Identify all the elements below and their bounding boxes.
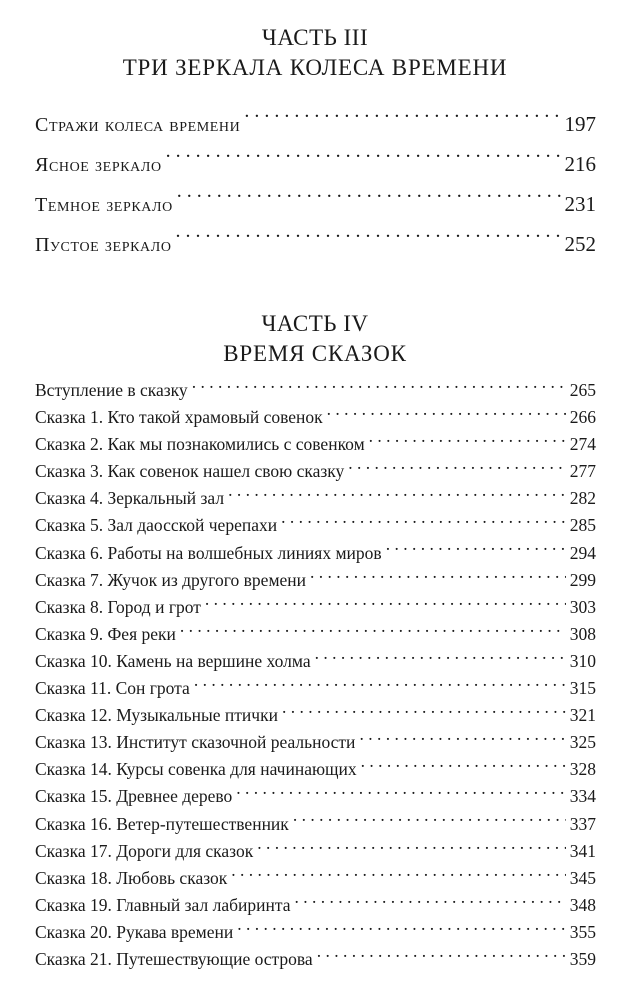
toc-entry[interactable] — [35, 946, 596, 973]
dot-leader — [176, 231, 561, 251]
toc-entry[interactable] — [35, 892, 596, 919]
toc-entry[interactable] — [35, 224, 596, 264]
toc-entry-title: Сказка 13. Институт сказочной реальности — [35, 732, 356, 753]
dot-leader — [166, 151, 561, 171]
toc-entry[interactable] — [35, 512, 596, 539]
toc-entry[interactable] — [35, 865, 596, 892]
part-4-toc — [35, 377, 596, 973]
toc-entry-page: 303 — [569, 596, 596, 617]
dot-leader — [194, 677, 566, 695]
toc-entry-page: 285 — [569, 515, 596, 536]
toc-entry-title: Пустое зеркало — [35, 234, 172, 256]
toc-entry-page: 337 — [569, 813, 596, 834]
toc-entry-title: Ясное зеркало — [35, 154, 162, 176]
toc-entry-page: 231 — [564, 192, 596, 216]
dot-leader — [228, 487, 566, 505]
part-3-title: ТРИ ЗЕРКАЛА КОЛЕСА ВРЕМЕНИ — [122, 55, 508, 80]
toc-entry-page: 345 — [569, 867, 596, 888]
dot-leader — [315, 649, 566, 667]
toc-entry-page: 274 — [569, 434, 596, 455]
toc-entry-page: 277 — [569, 461, 596, 482]
toc-entry-page: 334 — [569, 786, 596, 807]
dot-leader — [369, 433, 566, 451]
toc-entry-title: Сказка 21. Путешествующие острова — [35, 948, 313, 969]
toc-entry-title: Сказка 11. Сон грота — [35, 678, 190, 699]
toc-entry-page: 321 — [569, 705, 596, 726]
toc-entry-page: 216 — [564, 152, 596, 176]
part-3-toc — [35, 104, 596, 264]
dot-leader — [317, 947, 566, 965]
toc-entry-page: 325 — [569, 732, 596, 753]
toc-entry-title: Сказка 16. Ветер-путешественник — [35, 813, 289, 834]
toc-entry[interactable] — [35, 104, 596, 144]
toc-entry[interactable] — [35, 648, 596, 675]
toc-entry-title: Сказка 8. Город и грот — [35, 596, 201, 617]
toc-entry[interactable] — [35, 540, 596, 567]
dot-leader — [361, 758, 566, 776]
toc-entry[interactable] — [35, 838, 596, 865]
toc-entry[interactable] — [35, 729, 596, 756]
toc-entry-page: 266 — [569, 407, 596, 428]
toc-entry[interactable] — [35, 485, 596, 512]
toc-entry[interactable] — [35, 756, 596, 783]
dot-leader — [310, 568, 566, 586]
toc-entry-page: 328 — [569, 759, 596, 780]
toc-entry-title: Стражи колеса времени — [35, 114, 241, 136]
dot-leader — [231, 866, 565, 884]
toc-entry-title: Сказка 14. Курсы совенка для начинающих — [35, 759, 357, 780]
dot-leader — [282, 704, 566, 722]
toc-entry-page: 359 — [569, 948, 596, 969]
toc-entry-title: Сказка 1. Кто такой храмовый совенок — [35, 407, 323, 428]
toc-entry-title: Вступление в сказку — [35, 380, 188, 400]
toc-entry[interactable] — [35, 404, 596, 431]
toc-entry-page: 341 — [569, 840, 596, 861]
toc-entry[interactable] — [35, 675, 596, 702]
dot-leader — [348, 460, 565, 478]
toc-entry-page: 310 — [569, 650, 596, 671]
toc-entry-title: Сказка 4. Зеркальный зал — [35, 488, 225, 509]
part-3-label: ЧАСТЬ III — [261, 25, 369, 50]
toc-entry[interactable] — [35, 811, 596, 838]
toc-entry-title: Сказка 15. Древнее дерево — [35, 786, 233, 807]
toc-entry-title: Темное зеркало — [35, 194, 173, 216]
dot-leader — [281, 514, 566, 532]
toc-entry-title: Сказка 6. Работы на волшебных линиях миров — [35, 542, 382, 563]
toc-entry-page: 355 — [569, 921, 596, 942]
dot-leader — [293, 812, 566, 830]
toc-entry-page: 348 — [569, 894, 596, 915]
dot-leader — [180, 622, 566, 640]
dot-leader — [386, 541, 566, 559]
dot-leader — [177, 191, 561, 211]
toc-entry[interactable] — [35, 377, 596, 404]
toc-entry[interactable] — [35, 458, 596, 485]
part-4-heading — [0, 310, 630, 368]
toc-entry[interactable] — [35, 702, 596, 729]
toc-entry-title: Сказка 10. Камень на вершине холма — [35, 650, 311, 671]
toc-entry[interactable] — [35, 919, 596, 946]
toc-entry-title: Сказка 19. Главный зал лабиринта — [35, 894, 291, 915]
toc-entry-page: 315 — [569, 678, 596, 699]
toc-entry-page: 252 — [564, 232, 596, 256]
part-4-title: ВРЕМЯ СКАЗОК — [223, 341, 407, 366]
toc-entry-title: Сказка 17. Дороги для сказок — [35, 840, 254, 861]
toc-entry-page: 265 — [569, 380, 596, 400]
dot-leader — [237, 920, 566, 938]
toc-entry[interactable] — [35, 621, 596, 648]
toc-entry[interactable] — [35, 567, 596, 594]
part-3-heading — [0, 24, 630, 82]
dot-leader — [359, 731, 565, 749]
dot-leader — [236, 785, 565, 803]
toc-entry-page: 299 — [569, 569, 596, 590]
dot-leader — [205, 595, 566, 613]
toc-entry-page: 308 — [569, 623, 596, 644]
toc-entry-title: Сказка 3. Как совенок нашел свою сказку — [35, 461, 345, 482]
toc-entry-page: 294 — [569, 542, 596, 563]
toc-entry-title: Сказка 7. Жучок из другого времени — [35, 569, 307, 590]
toc-entry[interactable] — [35, 144, 596, 184]
toc-entry-title: Сказка 18. Любовь сказок — [35, 867, 228, 888]
dot-leader — [327, 406, 566, 424]
dot-leader — [294, 893, 565, 911]
dot-leader — [244, 111, 560, 131]
dot-leader — [257, 839, 566, 857]
toc-entry[interactable] — [35, 783, 596, 810]
dot-leader — [192, 379, 566, 397]
toc-entry-title: Сказка 20. Рукава времени — [35, 921, 234, 942]
toc-entry[interactable] — [35, 431, 596, 458]
toc-entry-title: Сказка 9. Фея реки — [35, 623, 176, 644]
toc-entry[interactable] — [35, 594, 596, 621]
toc-entry-page: 197 — [564, 112, 596, 136]
toc-entry-title: Сказка 5. Зал даосской черепахи — [35, 515, 278, 536]
toc-entry-page: 282 — [569, 488, 596, 509]
part-4-label: ЧАСТЬ IV — [261, 311, 369, 336]
toc-entry-title: Сказка 12. Музыкальные птички — [35, 705, 278, 726]
toc-entry[interactable] — [35, 184, 596, 224]
toc-entry-title: Сказка 2. Как мы познакомились с совенком — [35, 434, 365, 455]
